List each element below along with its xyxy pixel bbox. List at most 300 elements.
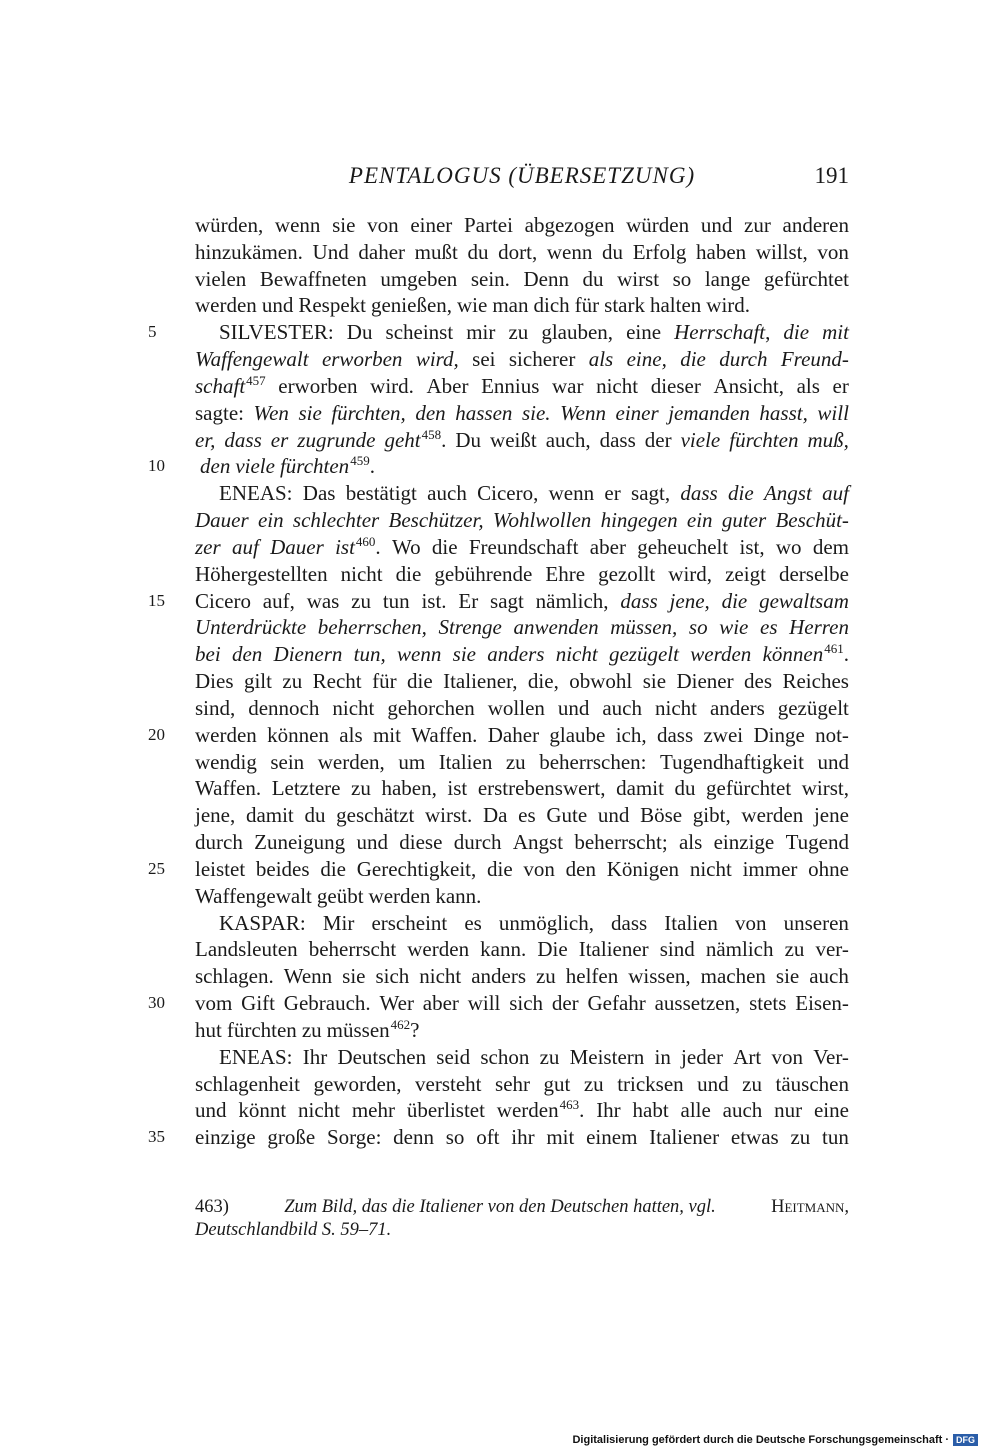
word bbox=[195, 292, 257, 319]
word bbox=[195, 1097, 227, 1124]
text-run: zu bbox=[784, 937, 805, 962]
word bbox=[219, 480, 293, 507]
word bbox=[546, 802, 587, 829]
text-run: war bbox=[552, 373, 584, 398]
emphasis: sie bbox=[298, 400, 322, 425]
text-run: kann. bbox=[435, 883, 482, 908]
text-run: auch, bbox=[545, 427, 591, 452]
text-run: was bbox=[306, 588, 340, 613]
text-run: . bbox=[375, 534, 381, 559]
word bbox=[547, 239, 593, 266]
text-run: vielen bbox=[195, 266, 247, 291]
text-run: geheuchelt bbox=[637, 534, 729, 559]
text-run: Tugend bbox=[785, 830, 849, 855]
text-line bbox=[195, 910, 849, 937]
word bbox=[464, 212, 513, 239]
word bbox=[797, 373, 820, 400]
word bbox=[446, 1124, 465, 1151]
text-run: du bbox=[304, 803, 326, 828]
text-run: Böse bbox=[640, 803, 683, 828]
word bbox=[303, 480, 336, 507]
text-run: Waffengewalt bbox=[195, 883, 312, 908]
emphasis: Waffengewalt bbox=[195, 347, 309, 372]
text-run: ist bbox=[447, 776, 468, 801]
text-run: und bbox=[261, 293, 294, 318]
text-run: Gefahr bbox=[587, 991, 646, 1016]
text-run: immer bbox=[742, 856, 798, 881]
text-run: machen bbox=[700, 964, 766, 989]
word bbox=[195, 775, 261, 802]
text-run: dass bbox=[599, 427, 636, 452]
text-line bbox=[195, 963, 849, 990]
text-run: man bbox=[492, 293, 529, 318]
word bbox=[195, 614, 306, 641]
text-run: aussetzen, bbox=[654, 991, 741, 1016]
text-run: du bbox=[467, 239, 489, 264]
word bbox=[453, 641, 476, 668]
word bbox=[498, 239, 537, 266]
text-run: gehorchen bbox=[387, 695, 475, 720]
text-run: Italiener bbox=[578, 937, 649, 962]
text-run: geschätzt bbox=[336, 803, 415, 828]
text-run: auch bbox=[427, 481, 467, 506]
text-run: Das bbox=[302, 481, 336, 506]
word bbox=[674, 319, 770, 346]
text-run: zu bbox=[505, 749, 526, 774]
word bbox=[371, 292, 452, 319]
text-line bbox=[195, 695, 849, 722]
word bbox=[590, 534, 626, 561]
emphasis: wie bbox=[719, 615, 749, 640]
text-run: damit bbox=[245, 803, 294, 828]
word bbox=[822, 480, 849, 507]
text-run: haben, bbox=[381, 776, 437, 801]
text-run: dort, bbox=[498, 239, 538, 264]
text-run: gefürchtet bbox=[706, 776, 792, 801]
text-run: einer bbox=[410, 213, 453, 237]
text-run: du bbox=[674, 776, 696, 801]
word bbox=[219, 910, 306, 937]
word bbox=[651, 373, 701, 400]
emphasis: anwenden bbox=[513, 615, 599, 640]
text-run: du bbox=[582, 266, 604, 291]
emphasis: geht bbox=[384, 427, 421, 452]
text-run: sie bbox=[342, 964, 366, 989]
word bbox=[744, 668, 772, 695]
word bbox=[589, 346, 614, 373]
text-run: damit bbox=[616, 776, 664, 801]
text-run: zu bbox=[508, 320, 529, 345]
text-run: willst, bbox=[755, 239, 808, 264]
text-run: nicht bbox=[340, 561, 383, 586]
text-run: als bbox=[339, 722, 363, 747]
word bbox=[241, 990, 275, 1017]
text-run: Cicero bbox=[195, 588, 251, 613]
word bbox=[783, 319, 809, 346]
text-run: Italien bbox=[664, 910, 718, 935]
text-line bbox=[195, 292, 849, 319]
page-header bbox=[195, 163, 849, 193]
text-run: dennoch bbox=[248, 695, 320, 720]
word bbox=[410, 212, 452, 239]
emphasis: guter bbox=[721, 508, 767, 533]
word bbox=[714, 829, 775, 856]
word bbox=[481, 373, 539, 400]
text-run: Ihr bbox=[596, 1098, 621, 1123]
word bbox=[195, 722, 257, 749]
word bbox=[483, 802, 508, 829]
word bbox=[464, 910, 482, 937]
text-run: Königen bbox=[606, 856, 680, 881]
text-run: Cicero, bbox=[477, 481, 539, 506]
word bbox=[817, 239, 849, 266]
text-run: haben bbox=[696, 239, 747, 264]
text-line bbox=[195, 239, 849, 266]
word bbox=[387, 695, 474, 722]
text-run: nicht bbox=[654, 695, 697, 720]
text-run: wirst. bbox=[425, 803, 473, 828]
emphasis: die bbox=[721, 588, 748, 613]
word bbox=[814, 802, 849, 829]
word bbox=[354, 641, 386, 668]
emphasis: zer bbox=[195, 534, 221, 559]
emphasis: können bbox=[762, 642, 824, 667]
text-run: Gerechtigkeit, bbox=[356, 856, 477, 881]
word bbox=[681, 1044, 723, 1071]
word bbox=[560, 400, 606, 427]
line-number: 10 bbox=[148, 456, 165, 476]
word bbox=[248, 695, 319, 722]
footnote-ref: 461 bbox=[824, 641, 844, 657]
text-run: um bbox=[398, 749, 426, 774]
text-run: nicht bbox=[596, 373, 639, 398]
word bbox=[756, 239, 808, 266]
text-run: sehr bbox=[495, 1071, 531, 1096]
word bbox=[528, 668, 559, 695]
text-run: zu bbox=[790, 1125, 811, 1150]
text-run: Er bbox=[458, 588, 479, 613]
word bbox=[398, 749, 425, 776]
text-run: mit bbox=[372, 722, 401, 747]
word bbox=[407, 1097, 485, 1124]
word bbox=[781, 346, 849, 373]
text-run: von bbox=[367, 213, 399, 237]
text-run: jeder bbox=[681, 1044, 724, 1069]
word bbox=[536, 588, 609, 615]
word bbox=[509, 346, 575, 373]
word bbox=[499, 910, 594, 937]
word bbox=[304, 802, 325, 829]
footnote-mark: 463) bbox=[195, 1197, 229, 1217]
word bbox=[254, 829, 345, 856]
text-run: Ehre bbox=[545, 561, 586, 586]
word bbox=[706, 936, 774, 963]
word bbox=[728, 480, 754, 507]
text-run: werden bbox=[368, 883, 431, 908]
word bbox=[789, 614, 849, 641]
text-run: ist, bbox=[739, 534, 765, 559]
word bbox=[490, 588, 524, 615]
word bbox=[696, 239, 746, 266]
word bbox=[604, 480, 620, 507]
word bbox=[610, 614, 677, 641]
text-run: und bbox=[817, 749, 849, 774]
text-run: Die bbox=[537, 937, 568, 962]
word bbox=[569, 668, 632, 695]
word bbox=[668, 400, 750, 427]
text-run: sie bbox=[775, 964, 800, 989]
word bbox=[815, 722, 849, 749]
text-line bbox=[195, 1071, 849, 1098]
word bbox=[423, 990, 459, 1017]
word bbox=[419, 963, 461, 990]
word bbox=[552, 990, 579, 1017]
text-run: werden bbox=[741, 803, 804, 828]
emphasis: auf bbox=[822, 481, 849, 506]
word bbox=[650, 292, 701, 319]
text-run: sei bbox=[472, 347, 496, 372]
emphasis: Unterdrückte bbox=[195, 615, 307, 640]
word bbox=[272, 775, 341, 802]
text-run: beherrschen: bbox=[539, 749, 647, 774]
word bbox=[195, 400, 244, 427]
text-run: täuschen bbox=[775, 1071, 849, 1096]
text-run: zu bbox=[742, 1071, 762, 1096]
emphasis: Wen bbox=[253, 400, 289, 425]
text-run: Du bbox=[346, 320, 373, 345]
word bbox=[458, 588, 478, 615]
text-run: Sorge: bbox=[326, 1125, 382, 1150]
word bbox=[674, 775, 695, 802]
line-number: 25 bbox=[148, 858, 165, 878]
text-run: mir bbox=[466, 320, 496, 345]
word bbox=[195, 856, 245, 883]
text-run: ENEAS: bbox=[219, 1044, 293, 1069]
text-run: wollen bbox=[487, 695, 545, 720]
word bbox=[468, 239, 489, 266]
emphasis: wenn bbox=[397, 642, 442, 667]
word bbox=[495, 1071, 530, 1098]
footnote-ref: 459 bbox=[350, 453, 370, 469]
text-run: geworden, bbox=[313, 1071, 402, 1096]
text-run: mit bbox=[546, 1125, 575, 1150]
text-run: Tugendhaftigkeit bbox=[660, 749, 804, 774]
word bbox=[435, 883, 481, 910]
word bbox=[372, 668, 397, 695]
word bbox=[425, 802, 472, 829]
word bbox=[680, 480, 717, 507]
word bbox=[802, 775, 849, 802]
text-run: aber bbox=[422, 991, 459, 1016]
emphasis: den bbox=[415, 400, 446, 425]
word bbox=[779, 561, 849, 588]
word bbox=[741, 802, 803, 829]
text-run: habt bbox=[632, 1098, 669, 1123]
text-run: er bbox=[832, 373, 849, 398]
text-run: wissen, bbox=[628, 964, 691, 989]
text-run: würden, bbox=[195, 213, 264, 237]
word bbox=[743, 856, 798, 883]
word bbox=[195, 641, 221, 668]
word bbox=[574, 829, 667, 856]
text-run: not- bbox=[815, 722, 849, 747]
text-run: sich bbox=[509, 991, 544, 1016]
emphasis: Herren bbox=[789, 615, 849, 640]
word bbox=[331, 400, 405, 427]
digitization-credit bbox=[572, 1434, 978, 1446]
word bbox=[664, 910, 718, 937]
text-run: glaube bbox=[549, 722, 606, 747]
word bbox=[478, 775, 606, 802]
word bbox=[617, 1071, 683, 1098]
word bbox=[232, 641, 262, 668]
word bbox=[611, 910, 647, 937]
text-run: zu bbox=[282, 669, 303, 694]
text-run: umgeben bbox=[380, 266, 458, 291]
word bbox=[790, 1124, 810, 1151]
text-run: Wo bbox=[391, 534, 421, 559]
emphasis: fürchten, bbox=[331, 400, 406, 425]
emphasis: wird, bbox=[415, 347, 459, 372]
word bbox=[284, 963, 332, 990]
emphasis: Beschützer, bbox=[388, 508, 484, 533]
word bbox=[373, 722, 401, 749]
emphasis: hingegen bbox=[600, 508, 678, 533]
line-number: 35 bbox=[148, 1127, 165, 1147]
word bbox=[679, 829, 702, 856]
word bbox=[693, 802, 731, 829]
word bbox=[244, 668, 272, 695]
word bbox=[317, 883, 364, 910]
word bbox=[358, 239, 405, 266]
text-run: . bbox=[369, 454, 375, 479]
text-run: Waffen. bbox=[411, 722, 478, 747]
text-run: Da bbox=[482, 803, 508, 828]
text-run: so bbox=[672, 266, 692, 291]
text-run: hinzukämen. bbox=[195, 239, 303, 264]
text-run: und bbox=[195, 1098, 227, 1123]
emphasis: schlechter bbox=[292, 508, 380, 533]
text-run: halten bbox=[649, 293, 702, 318]
word bbox=[706, 775, 791, 802]
word bbox=[673, 266, 692, 293]
credit-text: Digitalisierung gefördert durch die Deutsche Forschungsgemeinschaft · bbox=[572, 1434, 949, 1446]
text-line bbox=[195, 1044, 849, 1071]
text-run: als bbox=[678, 830, 703, 855]
text-run: Denn bbox=[523, 266, 569, 291]
text-run: sind, bbox=[195, 695, 236, 720]
emphasis: gewaltsam bbox=[759, 588, 849, 613]
text-run: Gift bbox=[241, 991, 275, 1016]
word bbox=[655, 695, 697, 722]
word bbox=[195, 212, 263, 239]
text-run: von bbox=[735, 910, 767, 935]
word bbox=[775, 507, 848, 534]
text-run: vom bbox=[195, 991, 233, 1016]
text-run: Ihr bbox=[302, 1044, 328, 1069]
word bbox=[607, 856, 679, 883]
emphasis: Angst bbox=[763, 481, 812, 506]
text-run: Ansicht, bbox=[713, 373, 785, 398]
text-run: bestätigt bbox=[345, 481, 417, 506]
text-run: nämlich bbox=[705, 937, 774, 962]
text-run: obwohl bbox=[569, 669, 633, 694]
text-run: wenn bbox=[548, 481, 595, 506]
text-run: seid bbox=[436, 1044, 471, 1069]
word bbox=[583, 266, 604, 293]
word bbox=[434, 561, 532, 588]
word bbox=[616, 775, 664, 802]
text-run: aber bbox=[589, 534, 626, 559]
word bbox=[763, 641, 849, 668]
text-run: von bbox=[523, 856, 555, 881]
text-line bbox=[148, 1124, 849, 1151]
text-run: geübt bbox=[316, 883, 364, 908]
text-run: können bbox=[267, 722, 329, 747]
text-run: , bbox=[765, 320, 771, 345]
word bbox=[633, 239, 687, 266]
word bbox=[552, 373, 583, 400]
dfg-logo: DFG bbox=[953, 1434, 978, 1446]
text-run: die bbox=[407, 669, 433, 694]
emphasis: hassen bbox=[455, 400, 513, 425]
text-run: zur bbox=[744, 213, 771, 237]
emphasis: müssen, bbox=[610, 615, 678, 640]
word bbox=[471, 963, 526, 990]
word bbox=[749, 990, 786, 1017]
word bbox=[267, 1124, 315, 1151]
text-run: Zuneigung bbox=[254, 830, 346, 855]
word bbox=[701, 963, 766, 990]
text-line bbox=[195, 534, 849, 561]
footnote-punct: , bbox=[844, 1197, 849, 1217]
word bbox=[654, 1044, 670, 1071]
word bbox=[616, 722, 647, 749]
word bbox=[389, 507, 484, 534]
word bbox=[260, 266, 367, 293]
word bbox=[626, 212, 689, 239]
text-run: ENEAS: bbox=[219, 481, 293, 506]
word bbox=[513, 829, 563, 856]
word bbox=[690, 641, 751, 668]
word bbox=[579, 936, 649, 963]
word bbox=[584, 1071, 604, 1098]
word bbox=[254, 400, 289, 427]
text-line bbox=[195, 641, 849, 668]
text-run: stets bbox=[749, 991, 787, 1016]
emphasis: sie bbox=[452, 642, 476, 667]
emphasis: muß, bbox=[807, 427, 849, 452]
text-run: . bbox=[579, 1098, 585, 1123]
word bbox=[477, 480, 538, 507]
word bbox=[472, 346, 495, 373]
emphasis: Herrschaft bbox=[674, 320, 766, 345]
emphasis: zugrunde bbox=[297, 427, 376, 452]
text-run: abgezogen bbox=[524, 213, 615, 237]
text-run: wie bbox=[457, 293, 488, 318]
word bbox=[411, 722, 477, 749]
emphasis: jene, bbox=[669, 588, 710, 613]
emphasis: Strenge bbox=[438, 615, 502, 640]
word bbox=[795, 990, 849, 1017]
text-run: fürchten bbox=[226, 1017, 297, 1042]
emphasis: ein bbox=[257, 508, 284, 533]
word bbox=[455, 400, 512, 427]
word bbox=[809, 963, 849, 990]
text-run: eine bbox=[626, 320, 662, 345]
word bbox=[298, 400, 321, 427]
word bbox=[833, 373, 849, 400]
